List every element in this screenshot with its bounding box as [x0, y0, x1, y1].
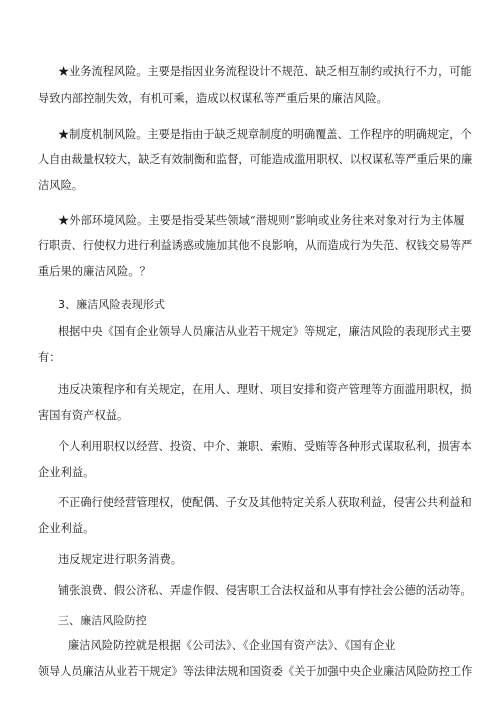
section-heading: 三、廉洁风险防控: [58, 614, 147, 627]
text-line: 廉洁风险防控就是根据《公司法》、《企业国有资产法》、《国有企业: [68, 639, 396, 652]
text-line: 不正确行使经营管理权，使配偶、子女及其他特定关系人获取利益，侵害公共利益和: [58, 496, 472, 509]
text-line: 领导人员廉洁从业若干规定》等法律法规和国资委《关于加强中央企业廉洁风险防控工作: [38, 665, 473, 678]
text-line: 重后果的廉洁风险。？: [38, 265, 151, 278]
text-line: 害国有资产权益。: [38, 409, 129, 422]
text-line: 导致内部控制失效，有机可乘，造成以权谋私等严重后果的廉洁风险。: [38, 92, 388, 105]
text-line: 个人利用职权以经营、投资、中介、兼职、索贿、受贿等各种形式谋取私利，损害本: [58, 440, 472, 453]
text-line: 有：: [38, 351, 61, 364]
text-line: ★制度机制风险。主要是指由于缺乏规章制度的明确覆盖、工作程序的明确规定，个: [58, 128, 472, 141]
text-line: ★业务流程风险。主要是指因业务流程设计不规范、缺乏相互制约或执行不力，可能: [58, 65, 472, 78]
text-line: 违反决策程序和有关规定，在用人、理财、项目安排和资产管理等方面滥用职权，损: [58, 383, 472, 396]
text-line: 企业利益。: [38, 466, 95, 479]
text-line: 违反规定进行职务消费。: [58, 553, 183, 566]
text-line: 洁风险。: [38, 179, 84, 192]
text-line: 人自由裁量权较大，缺乏有效制衡和监督，可能造成滥用职权、以权谋私等严重后果的廉: [38, 153, 473, 166]
text-line: 行职责、行使权力进行利益诱惑或施加其他不良影响，从而造成行为失范、权钱交易等严: [38, 239, 473, 252]
section-heading: 3、廉洁风险表现形式: [58, 298, 165, 311]
text-line: 根据中央《国有企业领导人员廉洁从业若干规定》等规定，廉洁风险的表现形式主要: [58, 325, 472, 338]
text-line: ★外部环境风险。主要是指受某些领域“潜规则”影响或业务往来对象对行为主体履: [58, 214, 465, 227]
text-line: 企业利益。: [38, 522, 95, 535]
text-line: 铺张浪费、假公济私、弄虚作假、侵害职工合法权益和从事有悖社会公德的活动等。: [58, 584, 472, 597]
